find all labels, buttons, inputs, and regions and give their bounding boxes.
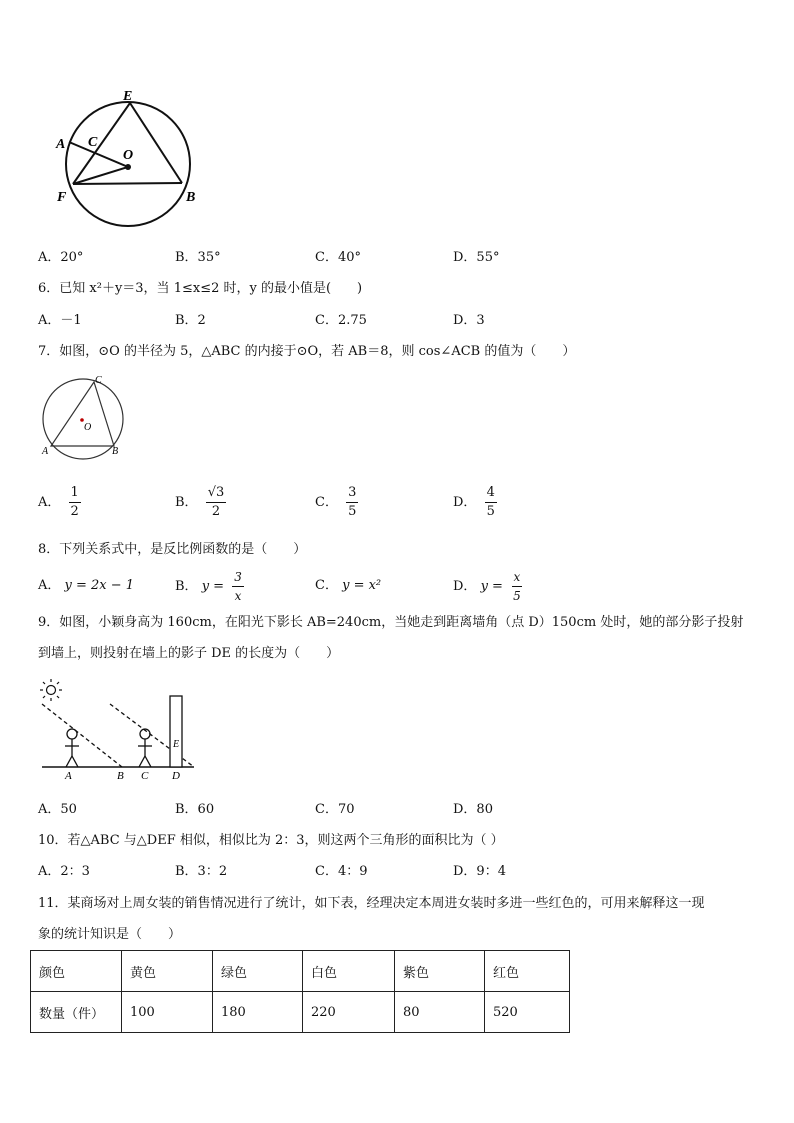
- q10-option-c: C．4：9: [315, 864, 368, 879]
- center-point: [125, 164, 131, 170]
- fraction: [206, 484, 227, 521]
- table-cell: 80: [395, 992, 485, 1033]
- q6-option-c: C．2.75: [315, 313, 367, 328]
- denominator: 2: [211, 504, 221, 519]
- numerator: 3: [346, 484, 358, 503]
- label-a: A: [42, 446, 49, 457]
- segment-fo: [73, 167, 128, 184]
- q6-stem: 6．已知 x²＋y＝3，当 1≤x≤2 时，y 的最小值是( ): [38, 281, 363, 296]
- denominator: 5: [486, 504, 495, 519]
- q8-option-a: [38, 577, 134, 595]
- q5-option-c: C．40°: [315, 250, 361, 265]
- label-e: E: [123, 89, 133, 104]
- person-at-c-icon: [138, 729, 152, 767]
- q6-option-d: D．3: [453, 313, 485, 328]
- label-f: F: [57, 190, 67, 205]
- table-cell: 黄色: [122, 951, 213, 992]
- q7-option-a: [38, 484, 81, 521]
- option-letter: D．: [453, 495, 477, 510]
- q5-circle-figure: [40, 80, 210, 240]
- label-a: A: [56, 137, 66, 152]
- label-c: C: [141, 770, 149, 782]
- q10-option-a: A．2：3: [38, 864, 90, 879]
- table-cell: 颜色: [31, 951, 122, 992]
- sales-table: [30, 950, 570, 1033]
- q9-option-b: B．60: [175, 802, 215, 817]
- option-letter: A．: [38, 495, 61, 510]
- expression-lhs: y =: [480, 579, 503, 594]
- numerator: 1: [69, 484, 81, 503]
- numerator: 3: [232, 568, 244, 587]
- q9-stem-line1: 9．如图，小颖身高为 160cm，在阳光下影长 AB=240cm，当她走到距离墙角（点 D）150cm 处时，她的部分影子投射: [38, 615, 744, 630]
- label-b: B: [112, 446, 119, 457]
- q7-option-b: [175, 484, 226, 521]
- sun-icon: [40, 679, 62, 701]
- expression: y = 2x − 1: [64, 578, 135, 593]
- q5-option-a: A．20°: [38, 250, 84, 265]
- q11-stem-line2: 象的统计知识是（ ）: [38, 927, 182, 942]
- label-c: C: [88, 135, 98, 150]
- option-letter: A．: [38, 578, 61, 593]
- segment-fb: [73, 183, 182, 184]
- table-cell: 绿色: [213, 951, 303, 992]
- q6-option-b: B．2: [175, 313, 206, 328]
- q7-option-d: [453, 484, 497, 521]
- label-c: C: [95, 375, 102, 386]
- table-header-row: [31, 951, 570, 992]
- label-e: E: [173, 739, 180, 750]
- segment-ef: [73, 103, 130, 184]
- label-b: B: [117, 770, 124, 782]
- option-letter: C．: [315, 495, 338, 510]
- table-cell: 220: [303, 992, 395, 1033]
- label-a: A: [65, 770, 72, 782]
- option-letter: B．: [175, 495, 198, 510]
- expression-lhs: y =: [201, 579, 225, 594]
- q8-stem: 8．下列关系式中，是反比例函数的是（ ）: [38, 542, 307, 557]
- q10-option-b: B．3：2: [175, 864, 228, 879]
- q8-option-b: [175, 568, 244, 605]
- q9-shadow-figure: [36, 676, 206, 786]
- fraction: [69, 484, 81, 521]
- q7-option-c: [315, 484, 358, 521]
- table-cell: 白色: [303, 951, 395, 992]
- fraction: [232, 568, 244, 605]
- numerator: x: [512, 568, 523, 587]
- table-cell: 数量（件）: [31, 992, 122, 1033]
- q5-option-b: B．35°: [175, 250, 221, 265]
- q8-option-c: [315, 577, 381, 595]
- label-o: O: [84, 422, 92, 433]
- option-letter: D．: [453, 579, 477, 594]
- q9-option-a: A．50: [38, 802, 77, 817]
- option-letter: B．: [175, 579, 198, 594]
- denominator: 2: [70, 504, 79, 519]
- label-o: O: [123, 148, 134, 163]
- table-row: [31, 992, 570, 1033]
- numerator: 4: [485, 484, 497, 503]
- q10-option-d: D．9：4: [453, 864, 506, 879]
- label-d: D: [172, 770, 180, 782]
- q11-stem-line1: 11．某商场对上周女装的销售情况进行了统计，如下表，经理决定本周进女装时多进一些红色的，可用来解释这一现: [38, 896, 705, 911]
- fraction: [346, 484, 358, 521]
- q9-option-d: D．80: [453, 802, 493, 817]
- table-cell: 100: [122, 992, 213, 1033]
- q8-option-d: [453, 568, 523, 605]
- q6-option-a: A．－1: [38, 313, 82, 328]
- segment-ao: [69, 142, 128, 167]
- numerator: √3: [206, 484, 227, 503]
- table-cell: 180: [213, 992, 303, 1033]
- table-cell: 红色: [485, 951, 570, 992]
- triangle-abc: [51, 382, 114, 446]
- table-cell: 520: [485, 992, 570, 1033]
- wall: [170, 696, 182, 767]
- denominator: 5: [348, 504, 357, 519]
- fraction: [511, 568, 523, 605]
- q10-stem: 10．若△ABC 与△DEF 相似，相似比为 2：3，则这两个三角形的面积比为（ ）: [38, 833, 504, 848]
- table-cell: 紫色: [395, 951, 485, 992]
- fraction: [485, 484, 497, 521]
- person-at-a-icon: [65, 729, 79, 767]
- sun-ray-1: [42, 704, 122, 767]
- q5-option-d: D．55°: [453, 250, 500, 265]
- denominator: x: [234, 589, 242, 603]
- q7-circle-figure: [36, 372, 136, 462]
- q9-option-c: C．70: [315, 802, 355, 817]
- label-b: B: [186, 190, 196, 205]
- option-letter: C．: [315, 578, 338, 593]
- expression: y = x²: [342, 578, 382, 593]
- q9-stem-line2: 到墙上，则投射在墙上的影子 DE 的长度为（ ）: [38, 646, 340, 661]
- denominator: 5: [513, 589, 521, 603]
- segment-eb: [130, 103, 182, 183]
- q7-stem: 7．如图，⊙O 的半径为 5，△ABC 的内接于⊙O，若 AB＝8，则 cos∠ACB 的值为（ ）: [38, 344, 576, 359]
